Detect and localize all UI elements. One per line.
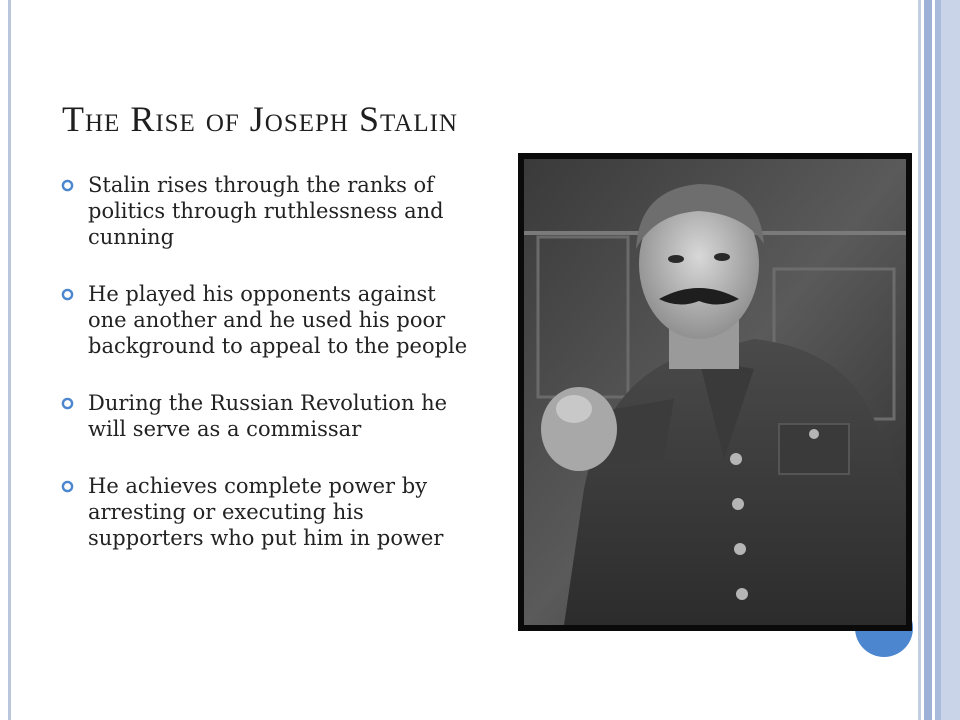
stalin-photo-image xyxy=(524,159,906,625)
bullet-item xyxy=(58,473,478,551)
bullet-item xyxy=(58,281,478,359)
right-decor-bar-4 xyxy=(941,0,960,720)
ring-bullet-icon xyxy=(61,179,74,192)
bullet-text: He played his opponents against one another and he used his poor background to appeal to the people xyxy=(88,282,468,358)
bullet-text: He achieves complete power by arresting or executing his supporters who put him in power xyxy=(88,474,444,550)
bullet-item xyxy=(58,390,478,442)
ring-bullet-icon xyxy=(61,288,74,301)
bullet-item xyxy=(58,172,478,250)
left-frame-line xyxy=(8,0,11,720)
bullet-text: During the Russian Revolution he will serve as a commissar xyxy=(88,391,448,441)
photo-frame xyxy=(518,153,912,631)
right-decor-bar-2 xyxy=(924,0,932,720)
slide-title: The Rise of Joseph Stalin xyxy=(62,99,458,139)
bullet-list xyxy=(58,172,478,582)
ring-bullet-icon xyxy=(61,480,74,493)
bullet-text: Stalin rises through the ranks of politics through ruthlessness and cunning xyxy=(88,173,444,249)
ring-bullet-icon xyxy=(61,397,74,410)
